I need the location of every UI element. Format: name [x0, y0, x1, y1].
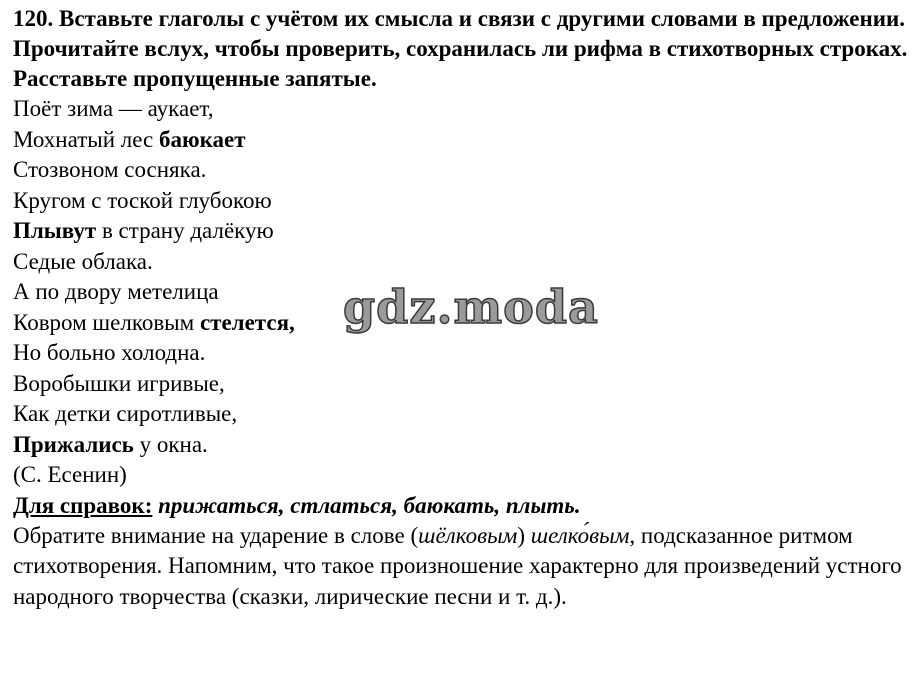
poem-line-text-end: у окна. — [133, 431, 208, 457]
poem-line-text: (С. Есенин) — [13, 462, 127, 487]
poem-line-text: Ковром шелковым — [13, 309, 200, 335]
poem-line — [13, 94, 909, 125]
poem-line — [13, 369, 909, 400]
poem-line-text-end: в страну далёкую — [96, 218, 274, 243]
poem-line — [13, 308, 909, 339]
poem-line-text: Воробышки игривые, — [13, 370, 225, 396]
poem-line — [13, 125, 909, 156]
poem-line — [13, 460, 909, 491]
inserted-verb: стелется, — [199, 309, 295, 335]
note-text-2: ) — [517, 522, 531, 548]
poem-line — [13, 247, 909, 278]
poem-line — [13, 186, 909, 217]
poem-line-text: Стозвоном сосняка. — [13, 157, 207, 182]
reference-line — [13, 491, 909, 521]
poem-line — [13, 277, 909, 308]
poem-line-text-end: , — [207, 96, 214, 121]
document-page — [13, 4, 909, 612]
poem-line-text: А по двору метелица — [13, 279, 219, 304]
poem-line — [13, 430, 909, 461]
poem-line — [13, 155, 909, 186]
inserted-verb: баюкает — [159, 126, 246, 152]
stress-note — [13, 521, 909, 613]
poem-line-text: Но больно холодна. — [13, 340, 206, 365]
poem-line-text: Седые облака. — [13, 248, 153, 274]
poem — [13, 94, 909, 491]
note-word-2: шелко́вым — [530, 522, 630, 548]
poem-line — [13, 338, 909, 369]
watermark-logo: gdz.moda — [343, 280, 599, 334]
poem-line-text: Кругом с тоской глубокою — [13, 187, 272, 213]
inserted-verb: Прижались — [13, 431, 134, 457]
note-text-3: , подсказанное ритмом стихотворения. Напомним, что такое произношение характерно для произведений устного народного творчества (сказки, лирические песни и т. д.). — [13, 522, 902, 609]
reference-words: прижаться, стлаться, баюкать, плыть. — [158, 492, 581, 518]
poem-line — [13, 399, 909, 430]
inserted-verb: Плывут — [13, 218, 97, 243]
note-text-1: Обратите внимание на ударение в слове ( — [13, 522, 419, 548]
poem-line-text: Мохнатый лес — [13, 126, 160, 152]
reference-label: Для справок: — [13, 492, 153, 518]
poem-line-text: Поёт зима — аукает — [13, 96, 208, 121]
poem-line — [13, 216, 909, 247]
task-heading: 120. Вставьте глаголы с учётом их смысла и связи с другими словами в предложении. Прочитайте вслух, чтобы проверить, сохранилась ли рифма в стихотворных строках. Расставьте пропущенные запятые. — [13, 6, 908, 91]
poem-line-text: Как детки сиротливые, — [13, 401, 238, 426]
note-word-1: шёлковым — [418, 522, 518, 548]
